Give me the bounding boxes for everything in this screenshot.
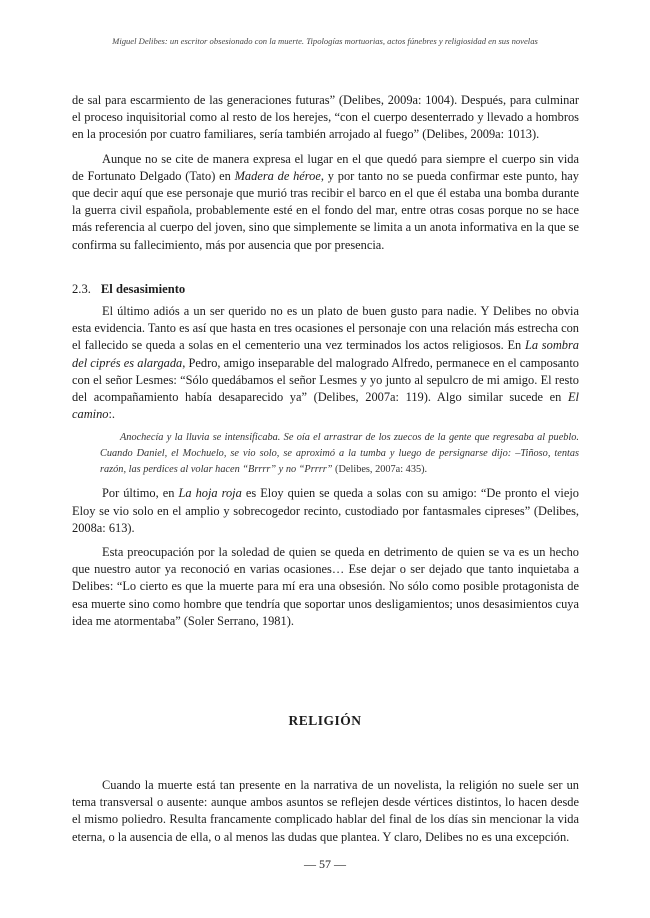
chapter-text-block	[72, 777, 579, 846]
paragraph-text: :.	[108, 407, 116, 422]
page-number: — 57 —	[304, 857, 346, 871]
paragraph-text: Por último, en	[102, 486, 179, 501]
book-title-italic: La hoja roja	[178, 486, 242, 501]
paragraph-continuation: de sal para escarmiento de las generaciones futuras” (Delibes, 2009a: 1004). Después, para culminar el proceso inquisitorial como al resto de los herejes, “con el cuerpo desenterrado y llevado a hombros en la procesión por cuatro familiares, sería también arrojado al fuego” (Delibes, 2009a: 1013).	[72, 93, 579, 142]
chapter-title: RELIGIÓN	[288, 713, 362, 728]
section-block	[72, 282, 579, 630]
section-heading	[72, 282, 579, 297]
paragraph-text: es Eloy quien se queda a solas con su amigo: “De pronto el viejo Eloy se vio solo en el amplio y sobrecogedor recinto, custodiado por fantasmales cipreses” (Delibes, 2008a: 613).	[72, 486, 579, 535]
paragraph-preocupacion: Esta preocupación por la soledad de quien se queda en detrimento de quien se va es un hecho que nuestro autor ya reconoció en varias ocasiones… Ese dejar o ser dejado que tanto inquietaba a Delibes: “Lo cierto es que la muerte para mí era una obsesión. No sólo como posible protagonista de esa muerte sino como hombre que tendría que soportar unos desligamientos; unos desasimientos cuya idea me atormentaba” (Soler Serrano, 1981).	[72, 545, 579, 628]
block-quote	[100, 430, 579, 478]
section-title: El desasimiento	[100, 282, 186, 296]
paragraph-text: El último adiós a un ser querido no es un plato de buen gusto para nadie. Y Delibes no obvia esta evidencia. Tanto es así que hasta en tres ocasiones el personaje con una relación más estrecha con el fallecido se queda a solas en el cementerio una vez terminados los actos religiosos. En	[72, 304, 579, 353]
running-header: Miguel Delibes: un escritor obsesionado con la muerte. Tipologías mortuorias, actos fúnebres y religiosidad en sus novelas	[112, 36, 538, 46]
paragraph-tato	[72, 151, 579, 254]
paragraph-hoja-roja	[72, 485, 579, 537]
paragraph-text: Aunque no se cite de manera expresa el lugar en el que quedó para siempre el cuerpo sin vida de Fortunato Delgado (Tato) en	[72, 151, 579, 183]
book-title-italic: Madera de héroe	[234, 168, 321, 183]
paragraph-desasimiento	[72, 303, 579, 423]
section-number: 2.3.	[72, 282, 91, 296]
book-title-italic: El camino	[72, 390, 579, 422]
paragraph-text: , y por tanto no se pueda confirmar este punto, hay que decir aquí que ese personaje que murió tras recibir el barco en el que él estaba una bomba durante la guerra civil española, probablemente esté en el fondo del mar, entre otras cosas porque no se hace más referencia al cuerpo del joven, sino que simplemente se limita a un anota informativa en la que se confirma su fallecimiento, más por ausencia que por presencia.	[72, 168, 579, 252]
paragraph-religion: Cuando la muerte está tan presente en la narrativa de un novelista, la religión no suele ser un tema transversal o ausente: aunque ambos asuntos se reflejen desde vértices distintos, lo hacen desde el mismo poliedro. Resulta francamente complicado hablar del final de los días sin mencionar la vida eterna, o la ausencia de ella, o al menos las dudas que plantea. Y claro, Delibes no es una excepción.	[72, 778, 579, 844]
paragraph-text: , Pedro, amigo inseparable del malogrado Alfredo, permanece en el camposanto con el señor Lesmes: “Sólo quedábamos el señor Lesmes y yo junto al sepulcro de mi amigo. El resto del acompañamiento había desaparecido ya” (Delibes, 2007a: 119). Algo similar sucede en	[72, 355, 579, 405]
quote-text: Anochecía y la lluvia se intensificaba. Se oía el arrastrar de los zuecos de la gente que regresaba al pueblo. Cuando Daniel, el Mochuelo, se vio solo, se aproximó a la tumba y luego de persignarse dijo: –Tiñoso, tentas razón, las perdices al volar hacen “Brrrr” y no “Prrrr”	[100, 432, 579, 476]
top-text-block	[72, 92, 579, 254]
quote-citation: (Delibes, 2007a: 435).	[332, 464, 428, 476]
book-title-italic: La sombra del ciprés es alargada	[72, 338, 579, 370]
